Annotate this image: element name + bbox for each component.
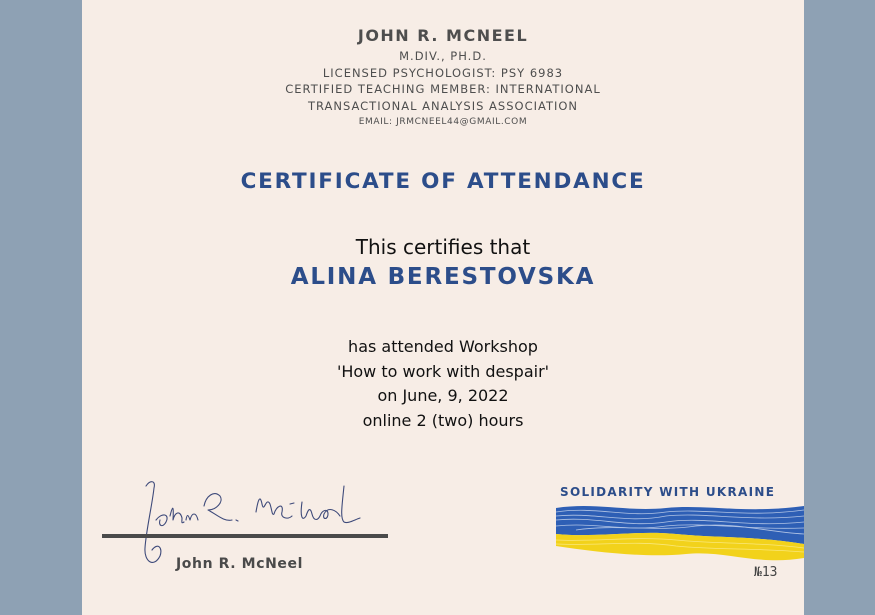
certificate-title: CERTIFICATE OF ATTENDANCE (240, 169, 646, 194)
details-line-duration: online 2 (two) hours (362, 410, 524, 430)
attendance-details (82, 335, 804, 433)
issuer-license: LICENSED PSYCHOLOGIST: PSY 6983 (322, 65, 564, 80)
certifies-text: This certifies that (355, 235, 531, 259)
issuer-membership-line2: TRANSACTIONAL ANALYSIS ASSOCIATION (307, 98, 579, 113)
signature-line (102, 534, 388, 538)
details-line-date: on June, 9, 2022 (377, 386, 509, 405)
details-line-topic: 'How to work with despair' (336, 361, 550, 381)
issuer-membership-line1: CERTIFIED TEACHING MEMBER: INTERNATIONAL (285, 82, 601, 96)
details-line-workshop: has attended Workshop (348, 337, 538, 356)
recipient-name: ALINA BERESTOVSKA (290, 264, 596, 290)
issuer-degrees: M.DIV., PH.D. (399, 49, 487, 63)
certificate-number: №13 (754, 565, 778, 580)
solidarity-text: SOLIDARITY WITH UKRAINE (560, 485, 776, 499)
signatory-name: John R. McNeel (176, 556, 304, 572)
issuer-block (82, 24, 804, 129)
ukraine-wave-flag-icon (556, 500, 804, 570)
issuer-name: JOHN R. MCNEEL (357, 26, 529, 45)
certificate (82, 0, 804, 615)
issuer-email: EMAIL: JRMCNEEL44@GMAIL.COM (358, 117, 528, 127)
